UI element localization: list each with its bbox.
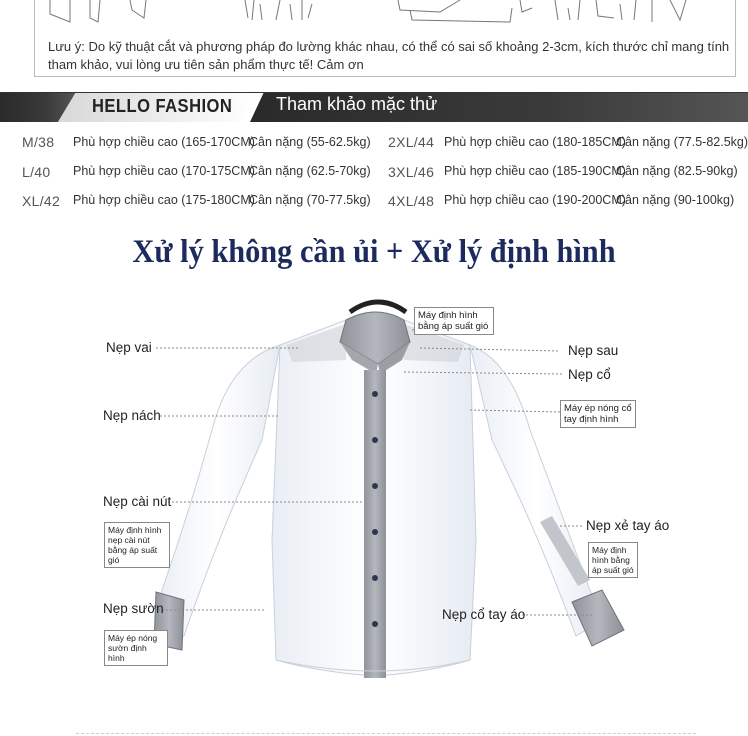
label-nep-suon: Nẹp sườn [103, 601, 164, 616]
note-box-collar: Máy định hình bằng áp suất gió [414, 307, 494, 335]
size-height: Phù hợp chiều cao (180-185CM) [444, 135, 626, 149]
size-weight: Cân nặng (55-62.5kg) [249, 135, 371, 149]
size-code: L/40 [22, 164, 51, 180]
label-nep-nach: Nẹp nách [103, 408, 161, 423]
note-box-side: Máy ép nóng sườn định hình [104, 630, 168, 666]
size-weight: Cân nặng (90-100kg) [616, 193, 735, 207]
note-box-sleeve: Máy định hình bằng áp suất gió [588, 542, 638, 578]
label-nep-vai: Nẹp vai [106, 340, 152, 355]
size-height: Phù hợp chiều cao (170-175CM) [73, 164, 255, 178]
note-box-cuff: Máy ép nóng cổ tay định hình [560, 400, 636, 428]
label-nep-xe-tay-ao: Nẹp xẻ tay áo [586, 518, 670, 533]
measurement-note: Lưu ý: Do kỹ thuật cắt và phương pháp đo lường khác nhau, có thể có sai số khoảng 2-3cm, kích thước chỉ mang tính tham khảo, vui lòng ưu tiên sản phẩm thực tế! Cảm ơn [48, 39, 730, 72]
brand-label: HELLO FASHION [92, 96, 233, 116]
garment-sketches [40, 0, 730, 24]
label-nep-cai-nut: Nẹp cài nút [103, 494, 172, 509]
label-nep-co-tay-ao: Nẹp cổ tay áo [442, 607, 526, 622]
banner-title: Tham khảo mặc thử [276, 94, 438, 114]
size-weight: Cân nặng (82.5-90kg) [616, 164, 738, 178]
size-code: 2XL/44 [388, 134, 435, 150]
size-weight: Cân nặng (62.5-70kg) [249, 164, 371, 178]
feature-heading: Xử lý không cần ủi + Xử lý định hình [132, 234, 616, 270]
label-nep-co: Nẹp cổ [568, 367, 611, 382]
label-nep-sau: Nẹp sau [568, 343, 619, 358]
size-weight: Cân nặng (70-77.5kg) [249, 193, 371, 207]
size-code: XL/42 [22, 193, 61, 209]
size-code: 3XL/46 [388, 164, 435, 180]
size-code: M/38 [22, 134, 55, 150]
size-code: 4XL/48 [388, 193, 435, 209]
size-height: Phù hợp chiều cao (165-170CM) [73, 135, 255, 149]
bottom-divider [76, 733, 696, 734]
size-height: Phù hợp chiều cao (185-190CM) [444, 164, 626, 178]
size-weight: Cân nặng (77.5-82.5kg) [616, 135, 748, 149]
size-height: Phù hợp chiều cao (175-180CM) [73, 193, 255, 207]
note-box-placket: Máy định hình nẹp cài nút bằng áp suất gió [104, 522, 170, 568]
size-height: Phù hợp chiều cao (190-200CM) [444, 193, 626, 207]
